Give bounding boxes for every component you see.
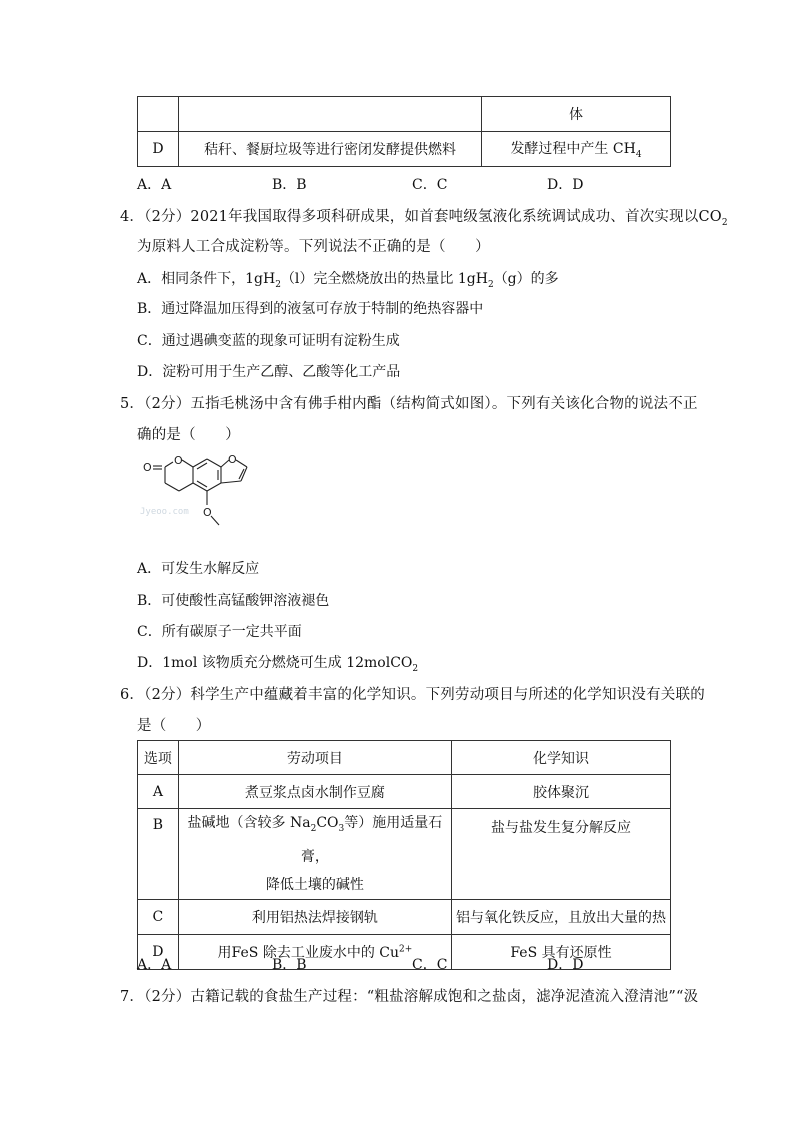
q5-stem-line1: 5．（2分）五指毛桃汤中含有佛手柑内酯（结构简式如图）。下列有关该化合物的说法不正 <box>120 396 698 412</box>
q4-option-b[interactable]: B．通过降温加压得到的液氢可存放于特制的绝热容器中 <box>137 301 484 317</box>
q6-stem-line1: 6．（2分）科学生产中蕴藏着丰富的化学知识。下列劳动项目与所述的化学知识没有关联的 <box>120 687 705 703</box>
table-top-cell <box>138 97 179 132</box>
q5-option-b[interactable]: B．可使酸性高锰酸钾溶液褪色 <box>137 593 330 609</box>
q6-row-option: A <box>138 775 179 809</box>
q6-row-knowledge: 胶体聚沉 <box>452 775 671 809</box>
q6-row-item: 利用铝热法焊接钢轨 <box>178 899 451 934</box>
answer-a[interactable]: A．A <box>137 177 172 193</box>
answer-a[interactable]: A．A <box>137 957 172 973</box>
table-top-cell: 体 <box>482 97 671 132</box>
q6-row-option: D <box>138 934 179 969</box>
answer-d[interactable]: D．D <box>547 177 584 193</box>
q6-row-item: 煮豆浆点卤水制作豆腐 <box>178 775 451 809</box>
q5-option-c[interactable]: C．所有碳原子一定共平面 <box>137 624 302 640</box>
molecule-structure-image <box>137 450 307 550</box>
answer-b[interactable]: B．B <box>272 177 307 193</box>
watermark: Jyeoo.com <box>140 507 189 517</box>
q6-header-item: 劳动项目 <box>178 741 451 775</box>
table-top-item-d: 秸秆、餐厨垃圾等进行密闭发酵提供燃料 <box>179 132 482 167</box>
q6-header-knowledge: 化学知识 <box>452 741 671 775</box>
q6-row-item: 用FeS 除去工业废水中的 $Cu^{2+}$ <box>178 934 451 969</box>
q4-stem-line1: 4．（2分）2021年我国取得多项科研成果，如首套吨级氢液化系统调试成功、首次实现以$CO_2$ <box>120 209 728 228</box>
table-top-cell <box>179 97 482 132</box>
q5-option-a[interactable]: A．可发生水解反应 <box>137 561 260 577</box>
q6-table <box>137 740 671 970</box>
q6-row-option: C <box>138 899 179 934</box>
q4-stem-line2: 为原料人工合成淀粉等。下列说法不正确的是（ ） <box>137 239 490 255</box>
table-top-knowledge-d: 发酵过程中产生 $CH_4$ <box>482 132 671 167</box>
q6-stem-line2: 是（ ） <box>137 718 211 734</box>
table-top <box>137 96 671 167</box>
q6-row-item: 盐碱地（含较多 $Na_2CO_3$等）施用适量石膏， 降低土壤的碱性 <box>178 809 451 900</box>
q7-stem-line1: 7．（2分）古籍记载的食盐生产过程：“粗盐溶解成饱和之盐卤，滤净泥渣流入澄清池”“汲 <box>120 989 699 1005</box>
q5-stem-line2: 确的是（ ） <box>137 427 240 443</box>
atom-o: O <box>228 453 237 466</box>
q4-option-a[interactable]: A．相同条件下，$1gH_2(l)$完全燃烧放出的热量比 $1gH_2(g)$的多 <box>137 271 559 290</box>
answer-c[interactable]: C．C <box>412 177 448 193</box>
q6-row-option: B <box>138 809 179 900</box>
q6-row-knowledge: 盐与盐发生复分解反应 <box>452 809 671 900</box>
answer-b[interactable]: B．B <box>272 957 307 973</box>
atom-o: O <box>143 461 152 474</box>
q6-header-option: 选项 <box>138 741 179 775</box>
atom-o: O <box>203 506 212 519</box>
q5-option-d[interactable]: D．1mol 该物质充分燃烧可生成 12molCO$_2$ <box>137 655 419 674</box>
q4-option-d[interactable]: D．淀粉可用于生产乙醇、乙酸等化工产品 <box>137 364 401 380</box>
atom-o: O <box>174 454 183 467</box>
q6-row-knowledge: 铝与氧化铁反应，且放出大量的热 <box>452 899 671 934</box>
q4-option-c[interactable]: C．通过遇碘变蓝的现象可证明有淀粉生成 <box>137 333 400 349</box>
table-top-option-d: D <box>138 132 179 167</box>
q6-row-knowledge: FeS 具有还原性 <box>452 934 671 969</box>
answer-d[interactable]: D．D <box>547 957 584 973</box>
answer-c[interactable]: C．C <box>412 957 448 973</box>
